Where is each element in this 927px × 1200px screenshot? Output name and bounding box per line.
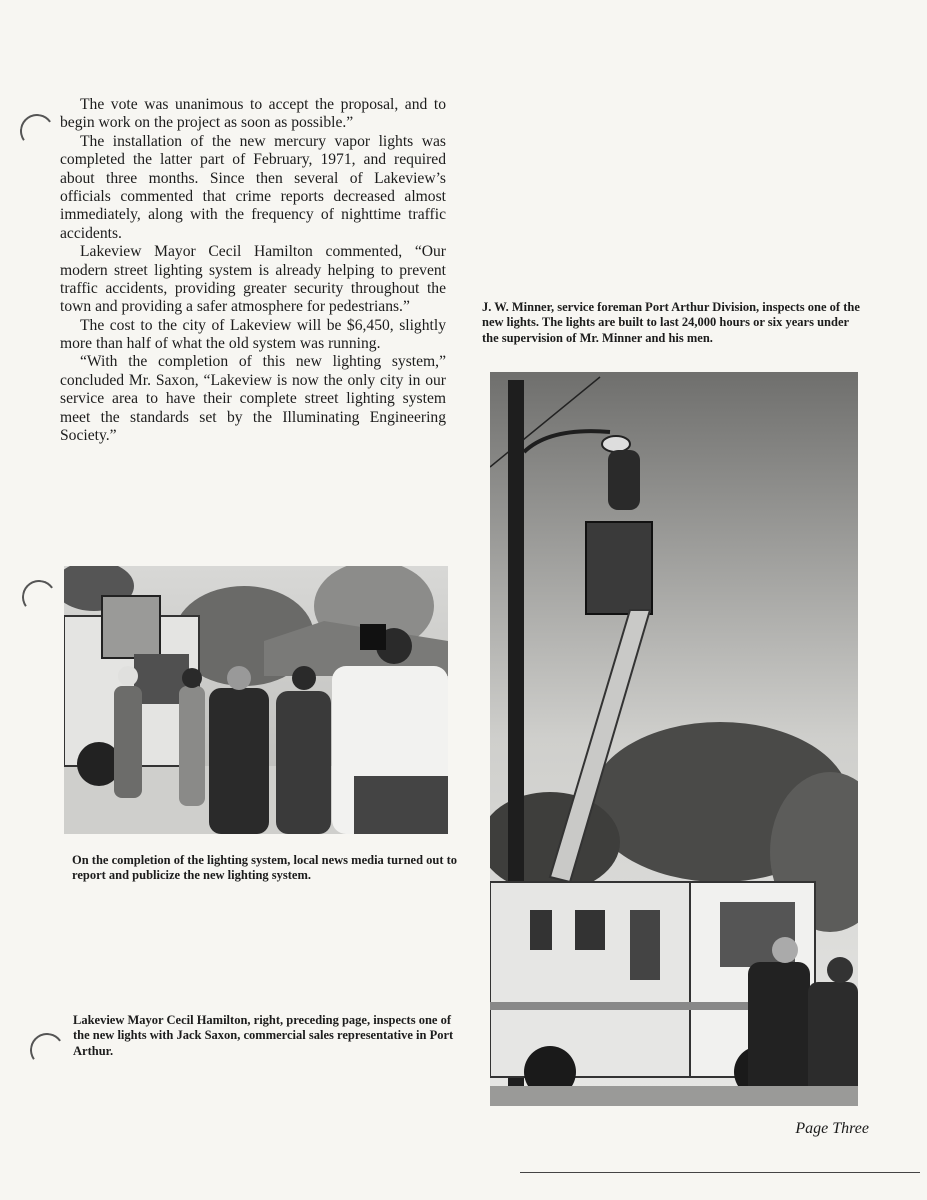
paragraph: The installation of the new mercury vapor lights was completed the latter part of February, 1971, and required about three months. Since then several of Lakeview’s officials commented that crime reports decreased almost immediately, along with the frequency of nighttime traffic accidents. (60, 132, 446, 242)
binder-hole (17, 111, 56, 150)
news-media-photo (64, 566, 448, 834)
paragraph: “With the completion of this new lighting system,” concluded Mr. Saxon, “Lakeview is now the only city in our service area to have their complete street lighting system meet the standards set by the Illuminating Engineering Society.” (60, 353, 446, 445)
page-number: Page Three (795, 1120, 869, 1137)
binder-hole (19, 577, 58, 616)
caption-media: On the completion of the lighting system, local news media turned out to report and publicize the new lighting system. (72, 853, 458, 883)
footer-rule (520, 1172, 920, 1173)
paragraph: Lakeview Mayor Cecil Hamilton commented, “Our modern street lighting system is already helping to prevent traffic accidents, providing greater security throughout the town and providing a safer atmosphere for pedestrians.” (60, 243, 446, 316)
article-text (60, 96, 446, 445)
street-light-inspection-photo (490, 372, 858, 1106)
caption-mayor: Lakeview Mayor Cecil Hamilton, right, preceding page, inspects one of the new lights with Jack Saxon, commercial sales representative in Port Arthur. (73, 1013, 454, 1058)
caption-inspection: J. W. Minner, service foreman Port Arthur Division, inspects one of the new lights. The lights are built to last 24,000 hours or six years under the supervision of Mr. Minner and his men. (482, 300, 860, 345)
paragraph: The cost to the city of Lakeview will be $6,450, slightly more than half of what the old system was running. (60, 316, 446, 353)
binder-hole (27, 1030, 66, 1069)
paragraph: The vote was unanimous to accept the proposal, and to begin work on the project as soon as possible.” (60, 96, 446, 132)
